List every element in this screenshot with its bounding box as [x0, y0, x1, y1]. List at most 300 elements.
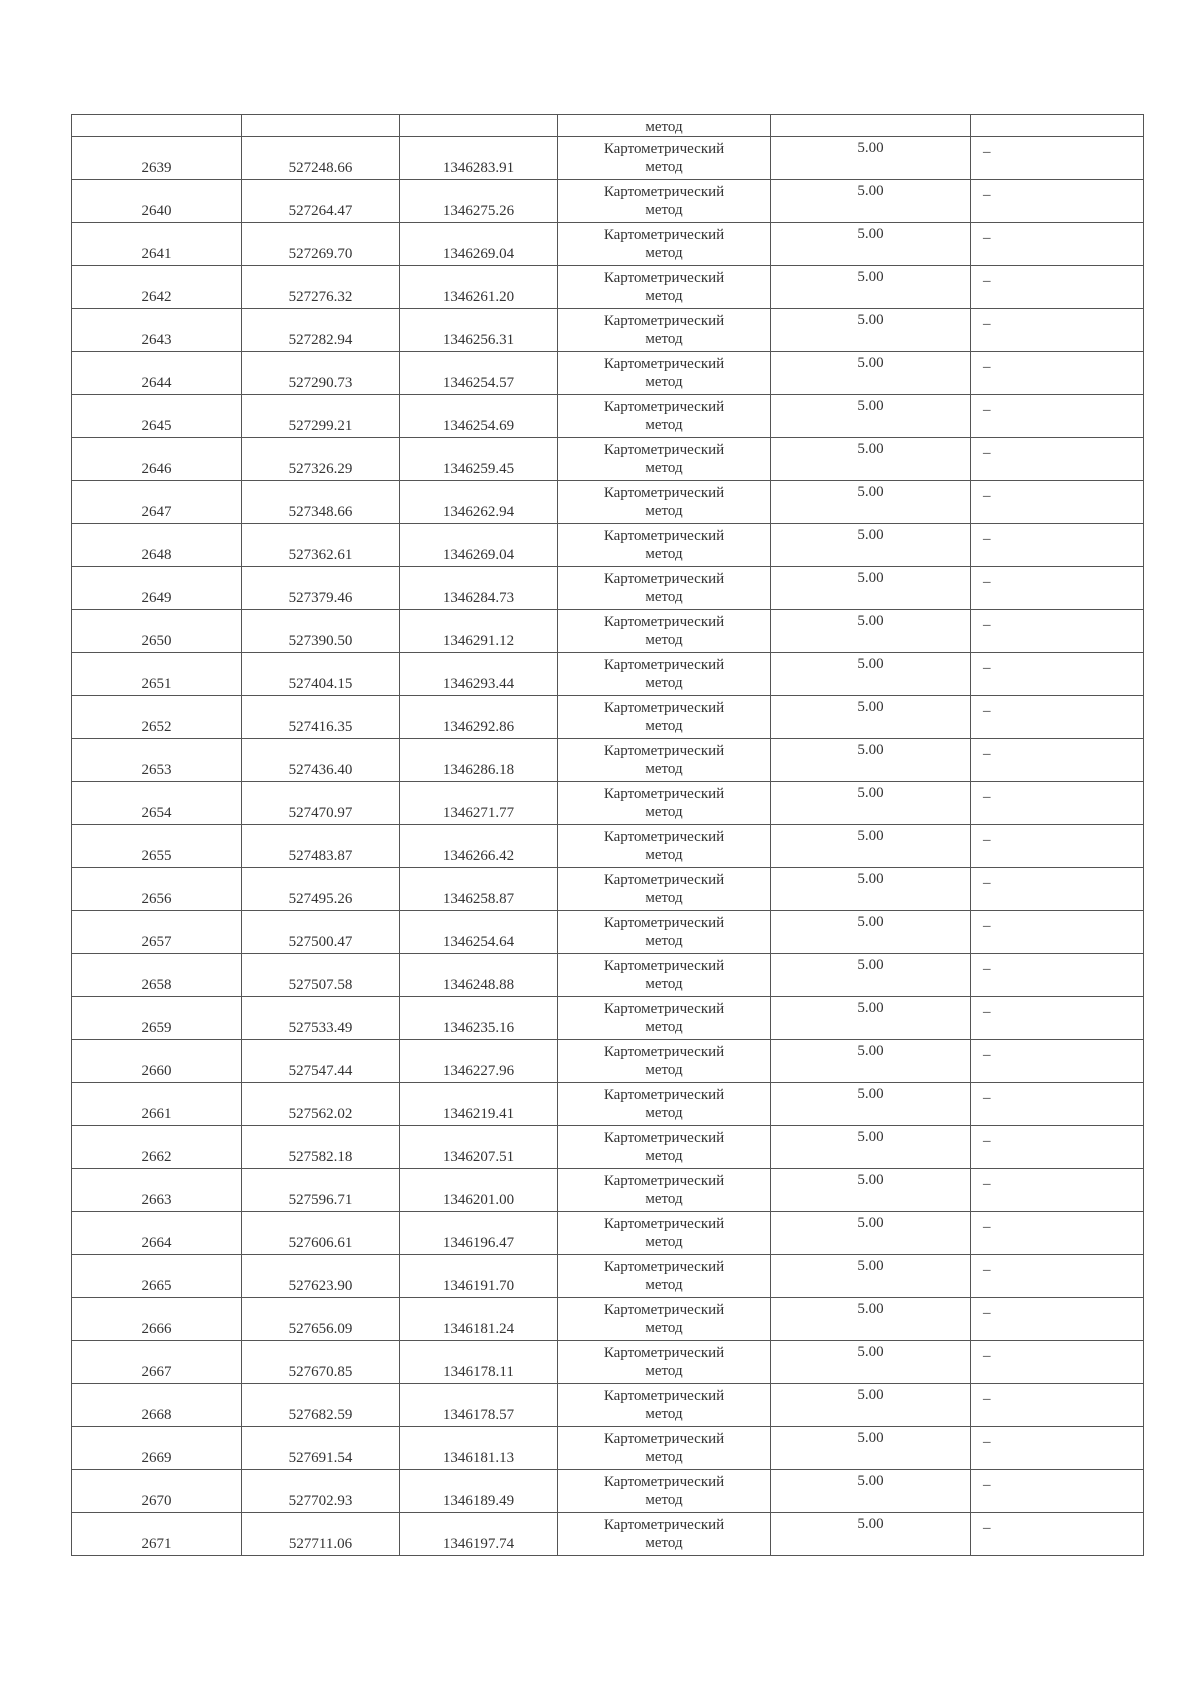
cell-point-number: 2648 — [72, 524, 242, 567]
cell-y — [400, 115, 558, 137]
method-line-2: метод — [645, 890, 683, 906]
coordinates-table — [71, 114, 1144, 1556]
method-line-2: метод — [645, 1062, 683, 1078]
cell-y: 1346181.13 — [400, 1427, 558, 1470]
method-line-2: метод — [645, 589, 683, 605]
method-line-1: Картометрический — [603, 1474, 725, 1490]
cell-point-number: 2665 — [72, 1255, 242, 1298]
method-line-1: Картометрический — [603, 786, 725, 802]
cell-y: 1346196.47 — [400, 1212, 558, 1255]
method-line-1: Картометрический — [603, 399, 725, 415]
table-row — [72, 653, 1144, 696]
table-row — [72, 1083, 1144, 1126]
cell-method — [558, 180, 771, 223]
cell-note: – — [971, 1470, 1144, 1513]
cell-y: 1346293.44 — [400, 653, 558, 696]
cell-y: 1346284.73 — [400, 567, 558, 610]
method-line-2: метод — [645, 1535, 683, 1551]
cell-method — [558, 395, 771, 438]
cell-accuracy: 5.00 — [771, 481, 971, 524]
cell-y: 1346254.57 — [400, 352, 558, 395]
table-row — [72, 1169, 1144, 1212]
cell-accuracy: 5.00 — [771, 1341, 971, 1384]
method-line-2: метод — [645, 460, 683, 476]
cell-accuracy: 5.00 — [771, 868, 971, 911]
cell-method — [558, 911, 771, 954]
method-line-2: метод — [645, 1234, 683, 1250]
method-line-2: метод — [645, 804, 683, 820]
cell-x: 527507.58 — [242, 954, 400, 997]
cell-method — [558, 1427, 771, 1470]
cell-note: – — [971, 266, 1144, 309]
cell-point-number: 2656 — [72, 868, 242, 911]
cell-note: – — [971, 481, 1144, 524]
cell-point-number: 2655 — [72, 825, 242, 868]
cell-x: 527547.44 — [242, 1040, 400, 1083]
cell-method — [558, 137, 771, 180]
cell-method — [558, 524, 771, 567]
method-line-1: Картометрический — [603, 614, 725, 630]
cell-point-number: 2663 — [72, 1169, 242, 1212]
method-line-2: метод — [645, 503, 683, 519]
cell-method — [558, 739, 771, 782]
table-row — [72, 1513, 1144, 1556]
cell-note: – — [971, 1040, 1144, 1083]
table-row — [72, 180, 1144, 223]
method-line-1: Картометрический — [603, 227, 725, 243]
table-row — [72, 524, 1144, 567]
cell-y: 1346269.04 — [400, 524, 558, 567]
method-line-2: метод — [645, 1019, 683, 1035]
table-row — [72, 395, 1144, 438]
cell-note: – — [971, 825, 1144, 868]
method-line-1: Картометрический — [603, 184, 725, 200]
method-line-2: метод — [645, 288, 683, 304]
cell-note: – — [971, 1212, 1144, 1255]
cell-y: 1346283.91 — [400, 137, 558, 180]
cell-x: 527390.50 — [242, 610, 400, 653]
method-line-1: Картометрический — [603, 1044, 725, 1060]
cell-y: 1346227.96 — [400, 1040, 558, 1083]
cell-x: 527682.59 — [242, 1384, 400, 1427]
cell-accuracy: 5.00 — [771, 309, 971, 352]
cell-x: 527495.26 — [242, 868, 400, 911]
cell-method — [558, 868, 771, 911]
cell-method — [558, 266, 771, 309]
table-row — [72, 309, 1144, 352]
cell-point-number: 2671 — [72, 1513, 242, 1556]
cell-point-number: 2661 — [72, 1083, 242, 1126]
table-row — [72, 1255, 1144, 1298]
method-line-2: метод — [645, 417, 683, 433]
cell-note: – — [971, 1427, 1144, 1470]
method-line-2: метод — [645, 675, 683, 691]
cell-point-number: 2652 — [72, 696, 242, 739]
method-line-1: Картометрический — [603, 1345, 725, 1361]
cell-note: – — [971, 1255, 1144, 1298]
cell-y: 1346191.70 — [400, 1255, 558, 1298]
cell-method — [558, 1040, 771, 1083]
cell-point-number: 2641 — [72, 223, 242, 266]
cell-note: – — [971, 137, 1144, 180]
cell-x: 527500.47 — [242, 911, 400, 954]
method-line-1: Картометрический — [603, 313, 725, 329]
cell-point-number: 2668 — [72, 1384, 242, 1427]
cell-method — [558, 481, 771, 524]
method-line-1: Картометрический — [603, 700, 725, 716]
table-row — [72, 1298, 1144, 1341]
table-row — [72, 223, 1144, 266]
cell-point-number: 2643 — [72, 309, 242, 352]
cell-accuracy: 5.00 — [771, 223, 971, 266]
cell-x: 527606.61 — [242, 1212, 400, 1255]
cell-method — [558, 954, 771, 997]
cell-y: 1346262.94 — [400, 481, 558, 524]
method-line-1: Картометрический — [603, 915, 725, 931]
table-row — [72, 696, 1144, 739]
cell-point-number: 2666 — [72, 1298, 242, 1341]
method-line-2: метод — [645, 1363, 683, 1379]
cell-method — [558, 223, 771, 266]
cell-x — [242, 115, 400, 137]
method-line-1: Картометрический — [603, 657, 725, 673]
cell-y: 1346201.00 — [400, 1169, 558, 1212]
cell-x: 527483.87 — [242, 825, 400, 868]
cell-point-number — [72, 115, 242, 137]
cell-accuracy: 5.00 — [771, 1212, 971, 1255]
cell-y: 1346292.86 — [400, 696, 558, 739]
method-line-1: Картометрический — [603, 1431, 725, 1447]
cell-method — [558, 1083, 771, 1126]
cell-point-number: 2645 — [72, 395, 242, 438]
method-line-2: метод — [645, 331, 683, 347]
cell-method — [558, 1341, 771, 1384]
cell-note: – — [971, 1341, 1144, 1384]
cell-accuracy: 5.00 — [771, 438, 971, 481]
cell-point-number: 2646 — [72, 438, 242, 481]
cell-x: 527379.46 — [242, 567, 400, 610]
method-line-2: метод — [645, 546, 683, 562]
cell-accuracy: 5.00 — [771, 1470, 971, 1513]
cell-accuracy: 5.00 — [771, 180, 971, 223]
cell-y: 1346178.11 — [400, 1341, 558, 1384]
table-row — [72, 782, 1144, 825]
cell-y: 1346275.26 — [400, 180, 558, 223]
table-row — [72, 997, 1144, 1040]
method-line-1: Картометрический — [603, 1130, 725, 1146]
method-line-2: метод — [645, 976, 683, 992]
cell-x: 527702.93 — [242, 1470, 400, 1513]
cell-y: 1346291.12 — [400, 610, 558, 653]
method-line-1: Картометрический — [603, 958, 725, 974]
cell-note: – — [971, 610, 1144, 653]
cell-accuracy: 5.00 — [771, 137, 971, 180]
cell-method — [558, 825, 771, 868]
cell-y: 1346219.41 — [400, 1083, 558, 1126]
cell-x: 527269.70 — [242, 223, 400, 266]
cell-x: 527562.02 — [242, 1083, 400, 1126]
method-line-2: метод — [645, 847, 683, 863]
cell-x: 527290.73 — [242, 352, 400, 395]
cell-method — [558, 997, 771, 1040]
cell-method — [558, 1255, 771, 1298]
cell-x: 527276.32 — [242, 266, 400, 309]
method-line-2: метод — [645, 202, 683, 218]
cell-x: 527691.54 — [242, 1427, 400, 1470]
cell-x: 527264.47 — [242, 180, 400, 223]
method-line-2: метод — [645, 718, 683, 734]
cell-note: – — [971, 438, 1144, 481]
table-row — [72, 438, 1144, 481]
cell-method — [558, 610, 771, 653]
cell-x: 527326.29 — [242, 438, 400, 481]
cell-point-number: 2642 — [72, 266, 242, 309]
table-row — [72, 1341, 1144, 1384]
cell-note: – — [971, 395, 1144, 438]
cell-point-number: 2658 — [72, 954, 242, 997]
cell-point-number: 2649 — [72, 567, 242, 610]
cell-accuracy: 5.00 — [771, 1040, 971, 1083]
method-line-1: Картометрический — [603, 1388, 725, 1404]
cell-y: 1346286.18 — [400, 739, 558, 782]
cell-point-number: 2644 — [72, 352, 242, 395]
cell-note: – — [971, 524, 1144, 567]
cell-x: 527596.71 — [242, 1169, 400, 1212]
method-line-2: метод — [645, 1105, 683, 1121]
table-row — [72, 825, 1144, 868]
cell-point-number: 2660 — [72, 1040, 242, 1083]
cell-y: 1346269.04 — [400, 223, 558, 266]
cell-y: 1346189.49 — [400, 1470, 558, 1513]
table-row — [72, 1040, 1144, 1083]
cell-method — [558, 1384, 771, 1427]
cell-note: – — [971, 223, 1144, 266]
cell-note: – — [971, 180, 1144, 223]
cell-y: 1346197.74 — [400, 1513, 558, 1556]
coordinates-table-body — [72, 115, 1144, 1556]
cell-y: 1346248.88 — [400, 954, 558, 997]
method-line-2: метод — [645, 159, 683, 175]
method-line-1: Картометрический — [603, 270, 725, 286]
cell-y: 1346259.45 — [400, 438, 558, 481]
cell-point-number: 2659 — [72, 997, 242, 1040]
cell-x: 527656.09 — [242, 1298, 400, 1341]
cell-point-number: 2670 — [72, 1470, 242, 1513]
cell-y: 1346266.42 — [400, 825, 558, 868]
cell-accuracy: 5.00 — [771, 1513, 971, 1556]
cell-method — [558, 1470, 771, 1513]
method-line-2: метод — [645, 1449, 683, 1465]
method-line-2: метод — [645, 933, 683, 949]
cell-y: 1346181.24 — [400, 1298, 558, 1341]
cell-accuracy: 5.00 — [771, 739, 971, 782]
cell-accuracy: 5.00 — [771, 1255, 971, 1298]
method-line-1: Картометрический — [603, 1517, 725, 1533]
cell-accuracy: 5.00 — [771, 653, 971, 696]
cell-note: – — [971, 997, 1144, 1040]
cell-accuracy: 5.00 — [771, 825, 971, 868]
cell-method — [558, 1212, 771, 1255]
cell-method — [558, 653, 771, 696]
cell-x: 527711.06 — [242, 1513, 400, 1556]
cell-x: 527282.94 — [242, 309, 400, 352]
cell-point-number: 2654 — [72, 782, 242, 825]
cell-y: 1346256.31 — [400, 309, 558, 352]
cell-note: – — [971, 1513, 1144, 1556]
method-line-1: Картометрический — [603, 829, 725, 845]
cell-note: – — [971, 1126, 1144, 1169]
cell-note: – — [971, 1384, 1144, 1427]
cell-note: – — [971, 309, 1144, 352]
method-line-2: метод — [645, 1148, 683, 1164]
cell-accuracy: 5.00 — [771, 1083, 971, 1126]
cell-note: – — [971, 352, 1144, 395]
method-line-2: метод — [645, 1320, 683, 1336]
method-line-1: Картометрический — [603, 528, 725, 544]
cell-method — [558, 1513, 771, 1556]
table-row — [72, 137, 1144, 180]
cell-y: 1346261.20 — [400, 266, 558, 309]
table-row — [72, 1470, 1144, 1513]
method-line-1: Картометрический — [603, 1087, 725, 1103]
cell-note: – — [971, 868, 1144, 911]
cell-accuracy: 5.00 — [771, 1126, 971, 1169]
cell-note: – — [971, 739, 1144, 782]
cell-note — [971, 115, 1144, 137]
cell-accuracy: 5.00 — [771, 567, 971, 610]
cell-accuracy: 5.00 — [771, 782, 971, 825]
cell-point-number: 2657 — [72, 911, 242, 954]
cell-note: – — [971, 1298, 1144, 1341]
cell-accuracy: 5.00 — [771, 266, 971, 309]
cell-x: 527248.66 — [242, 137, 400, 180]
table-row — [72, 954, 1144, 997]
continuation-row — [72, 115, 1144, 137]
cell-accuracy: 5.00 — [771, 1298, 971, 1341]
method-line-1: Картометрический — [603, 356, 725, 372]
cell-accuracy: 5.00 — [771, 911, 971, 954]
method-line-2: метод — [645, 632, 683, 648]
cell-method — [558, 696, 771, 739]
cell-accuracy — [771, 115, 971, 137]
method-line-1: Картометрический — [603, 141, 725, 157]
cell-accuracy: 5.00 — [771, 1169, 971, 1212]
cell-point-number: 2639 — [72, 137, 242, 180]
cell-note: – — [971, 567, 1144, 610]
cell-y: 1346258.87 — [400, 868, 558, 911]
cell-note: – — [971, 1083, 1144, 1126]
table-row — [72, 567, 1144, 610]
method-line-2: метод — [645, 245, 683, 261]
cell-accuracy: 5.00 — [771, 1427, 971, 1470]
method-line-2: метод — [645, 1191, 683, 1207]
method-line-2: метод — [645, 374, 683, 390]
cell-method — [558, 782, 771, 825]
method-line-1: Картометрический — [603, 743, 725, 759]
cell-note: – — [971, 1169, 1144, 1212]
cell-x: 527436.40 — [242, 739, 400, 782]
cell-x: 527299.21 — [242, 395, 400, 438]
table-row — [72, 911, 1144, 954]
cell-y: 1346254.64 — [400, 911, 558, 954]
cell-accuracy: 5.00 — [771, 696, 971, 739]
cell-accuracy: 5.00 — [771, 954, 971, 997]
method-line-1: Картометрический — [603, 1259, 725, 1275]
cell-x: 527623.90 — [242, 1255, 400, 1298]
table-row — [72, 352, 1144, 395]
method-line-1: Картометрический — [603, 1001, 725, 1017]
cell-x: 527670.85 — [242, 1341, 400, 1384]
cell-point-number: 2664 — [72, 1212, 242, 1255]
cell-y: 1346178.57 — [400, 1384, 558, 1427]
table-row — [72, 1427, 1144, 1470]
cell-note: – — [971, 696, 1144, 739]
cell-x: 527533.49 — [242, 997, 400, 1040]
cell-method — [558, 438, 771, 481]
table-row — [72, 868, 1144, 911]
table-row — [72, 1384, 1144, 1427]
cell-method — [558, 1298, 771, 1341]
cell-note: – — [971, 653, 1144, 696]
cell-y: 1346207.51 — [400, 1126, 558, 1169]
cell-x: 527362.61 — [242, 524, 400, 567]
method-line-2: метод — [645, 761, 683, 777]
cell-point-number: 2653 — [72, 739, 242, 782]
cell-method — [558, 1169, 771, 1212]
cell-x: 527582.18 — [242, 1126, 400, 1169]
cell-method — [558, 567, 771, 610]
cell-y: 1346254.69 — [400, 395, 558, 438]
cell-accuracy: 5.00 — [771, 997, 971, 1040]
cell-x: 527416.35 — [242, 696, 400, 739]
cell-method — [558, 352, 771, 395]
cell-accuracy: 5.00 — [771, 1384, 971, 1427]
method-line-1: Картометрический — [603, 1302, 725, 1318]
cell-point-number: 2651 — [72, 653, 242, 696]
cell-method — [558, 309, 771, 352]
cell-note: – — [971, 954, 1144, 997]
cell-method-continuation: метод — [558, 115, 771, 137]
cell-accuracy: 5.00 — [771, 610, 971, 653]
table-row — [72, 1126, 1144, 1169]
cell-note: – — [971, 911, 1144, 954]
cell-method — [558, 1126, 771, 1169]
cell-x: 527404.15 — [242, 653, 400, 696]
table-row — [72, 610, 1144, 653]
cell-point-number: 2662 — [72, 1126, 242, 1169]
method-line-2: метод — [645, 1406, 683, 1422]
method-line-1: Картометрический — [603, 872, 725, 888]
cell-point-number: 2647 — [72, 481, 242, 524]
cell-y: 1346235.16 — [400, 997, 558, 1040]
table-row — [72, 739, 1144, 782]
cell-accuracy: 5.00 — [771, 395, 971, 438]
cell-x: 527348.66 — [242, 481, 400, 524]
method-line-1: Картометрический — [603, 485, 725, 501]
method-line-1: Картометрический — [603, 442, 725, 458]
cell-point-number: 2667 — [72, 1341, 242, 1384]
method-line-1: Картометрический — [603, 1173, 725, 1189]
cell-point-number: 2640 — [72, 180, 242, 223]
table-row — [72, 1212, 1144, 1255]
cell-accuracy: 5.00 — [771, 524, 971, 567]
cell-y: 1346271.77 — [400, 782, 558, 825]
cell-point-number: 2669 — [72, 1427, 242, 1470]
method-line-1: Картометрический — [603, 571, 725, 587]
table-row — [72, 266, 1144, 309]
cell-accuracy: 5.00 — [771, 352, 971, 395]
cell-point-number: 2650 — [72, 610, 242, 653]
